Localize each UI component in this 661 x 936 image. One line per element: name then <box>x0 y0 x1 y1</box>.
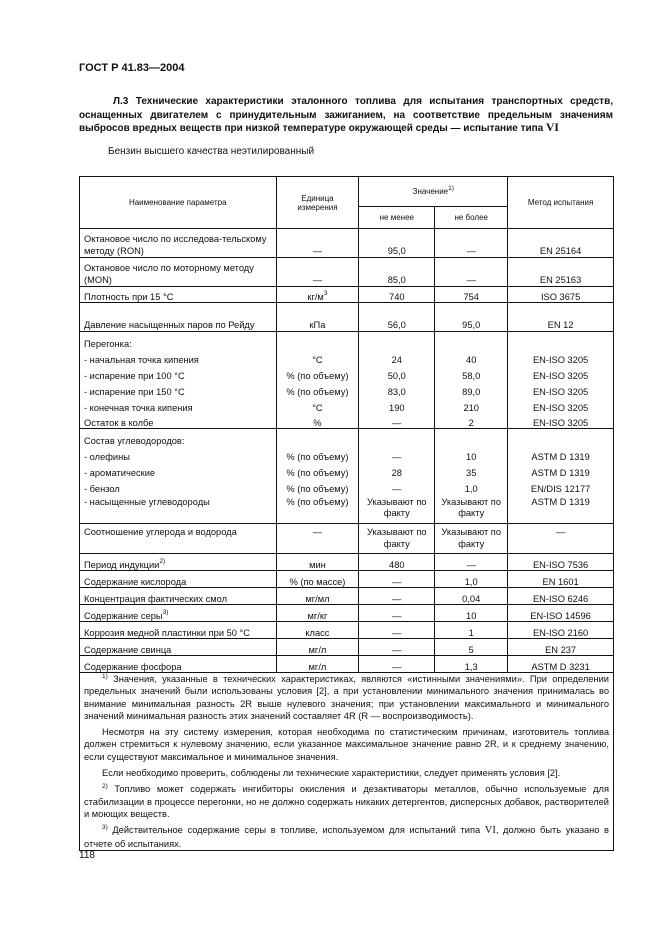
min-cell: — <box>359 413 435 429</box>
header-unit: Единица измерения <box>276 177 359 229</box>
min-cell: — <box>359 622 435 639</box>
max-cell: — <box>435 554 508 571</box>
unit-cell: — <box>276 524 359 554</box>
table-row <box>80 524 614 554</box>
table-row <box>80 332 614 349</box>
min-cell: 85,0 <box>359 258 435 287</box>
param-cell: - олефины <box>80 446 277 462</box>
param-cell: - испарение при 100 °С <box>80 365 277 381</box>
max-cell: Указывают по факту <box>435 524 508 554</box>
unit-cell: °С <box>276 349 359 365</box>
param-cell: Содержание свинца <box>80 639 277 656</box>
unit-cell: % (по объему) <box>276 478 359 494</box>
min-cell: — <box>359 588 435 605</box>
table-row <box>80 381 614 397</box>
max-cell: 1,0 <box>435 478 508 494</box>
min-cell: Указывают по факту <box>359 524 435 554</box>
min-cell: 740 <box>359 287 435 303</box>
param-cell: Остаток в колбе <box>80 413 277 429</box>
max-cell: Указывают по факту <box>435 494 508 524</box>
unit-cell: % (по объему) <box>276 381 359 397</box>
min-cell: — <box>359 446 435 462</box>
method-cell: EN-ISO 3205 <box>508 413 614 429</box>
param-cell: Плотность при 15 °С <box>80 287 277 303</box>
param-cell: Состав углеводородов: <box>80 429 277 446</box>
max-cell: 10 <box>435 446 508 462</box>
standard-number: ГОСТ Р 41.83—2004 <box>79 62 185 74</box>
param-cell: - начальная точка кипения <box>80 349 277 365</box>
method-cell: EN-ISO 3205 <box>508 365 614 381</box>
table-row <box>80 605 614 622</box>
max-cell: 35 <box>435 462 508 478</box>
param-cell: - конечная точка кипения <box>80 397 277 413</box>
method-cell: ASTM D 1319 <box>508 446 614 462</box>
table-row <box>80 639 614 656</box>
unit-cell: $кг/м^3$ <box>276 287 359 303</box>
table-row <box>80 622 614 639</box>
method-cell: EN-ISO 6246 <box>508 588 614 605</box>
unit-cell: °С <box>276 397 359 413</box>
min-cell: 190 <box>359 397 435 413</box>
table-row <box>80 656 614 673</box>
table-row <box>80 429 614 446</box>
method-cell: ISO 3675 <box>508 287 614 303</box>
unit-cell: класс <box>276 622 359 639</box>
max-cell: — <box>435 258 508 287</box>
param-cell: Коррозия медной пластинки при 50 °С <box>80 622 277 639</box>
param-cell: - бензол <box>80 478 277 494</box>
max-cell: 1 <box>435 622 508 639</box>
max-cell: 754 <box>435 287 508 303</box>
min-cell: 95,0 <box>359 229 435 258</box>
method-cell: EN 25163 <box>508 258 614 287</box>
method-cell: ASTM D 1319 <box>508 494 614 524</box>
min-cell: 50,0 <box>359 365 435 381</box>
param-cell: - испарение при 150 °С <box>80 381 277 397</box>
header-value: Значение$^{1)}$ <box>359 177 508 207</box>
max-cell: 89,0 <box>435 381 508 397</box>
min-cell: — <box>359 639 435 656</box>
max-cell: 95,0 <box>435 303 508 332</box>
notes-row <box>80 673 614 851</box>
param-cell: Содержание кислорода <box>80 571 277 588</box>
table-row <box>80 397 614 413</box>
header-param: Наименование параметра <box>80 177 277 229</box>
min-cell: 56,0 <box>359 303 435 332</box>
table-row <box>80 258 614 287</box>
fuel-subtitle: Бензин высшего качества неэтилированный <box>108 146 315 157</box>
max-cell: 5 <box>435 639 508 656</box>
param-cell: Концентрация фактических смол <box>80 588 277 605</box>
method-cell: EN-ISO 3205 <box>508 349 614 365</box>
table-row <box>80 349 614 365</box>
unit-cell: мг/кг <box>276 605 359 622</box>
unit-cell: мг/л <box>276 639 359 656</box>
table-row <box>80 494 614 524</box>
unit-cell: кПа <box>276 303 359 332</box>
max-cell: 210 <box>435 397 508 413</box>
param-cell: Перегонка: <box>80 332 277 349</box>
method-cell: EN-ISO 7536 <box>508 554 614 571</box>
method-cell: EN 237 <box>508 639 614 656</box>
page-number: 118 <box>79 850 95 861</box>
unit-cell: мг/мл <box>276 588 359 605</box>
unit-cell: — <box>276 229 359 258</box>
unit-cell: % (по объему) <box>276 365 359 381</box>
unit-cell: — <box>276 258 359 287</box>
method-cell: EN/DIS 12177 <box>508 478 614 494</box>
max-cell: 40 <box>435 349 508 365</box>
method-cell: EN 1601 <box>508 571 614 588</box>
note-3: $^{3)}$ Действительное содержание серы в топливе, используемом для испытаний типа VI, должно быть указано в отчете об испытаниях. <box>84 824 609 849</box>
unit-cell: мин <box>276 554 359 571</box>
min-cell: — <box>359 656 435 673</box>
note-paragraph-3: Если необходимо проверить, соблюдены ли технические характеристики, следует применять условия [2]. <box>102 768 561 779</box>
table-row <box>80 554 614 571</box>
min-cell: — <box>359 605 435 622</box>
table-row <box>80 571 614 588</box>
method-cell: EN-ISO 14596 <box>508 605 614 622</box>
method-cell: — <box>508 524 614 554</box>
param-cell: Октановое число по моторному методу (MON) <box>80 258 277 287</box>
table-row <box>80 446 614 462</box>
table-row <box>80 229 614 258</box>
max-cell: 0,04 <box>435 588 508 605</box>
min-cell: Указывают по факту <box>359 494 435 524</box>
note-2: $^{2)}$ Топливо может содержать ингибиторы окисления и дезактиваторы металлов, обычно используемые для стабилизации в процессе перегонки, но не должно содержать никаких детергентов, дисперсных добавок, растворителей и моющих веществ. <box>84 783 609 819</box>
param-cell: Содержание фосфора <box>80 656 277 673</box>
table-row <box>80 303 614 332</box>
table-row <box>80 462 614 478</box>
param-cell: Период индукции$^{2)}$ <box>80 554 277 571</box>
unit-cell: мг/л <box>276 656 359 673</box>
min-cell: 24 <box>359 349 435 365</box>
method-cell: EN 12 <box>508 303 614 332</box>
min-cell: 28 <box>359 462 435 478</box>
method-cell: EN-ISO 2160 <box>508 622 614 639</box>
method-cell: ASTM D 3231 <box>508 656 614 673</box>
param-cell: Содержание серы$^{3)}$ <box>80 605 277 622</box>
max-cell: 1,0 <box>435 571 508 588</box>
note-1: $^{1)}$ Значения, указанные в технических характеристиках, являются «истинными значениями». При определении предельных значений были использованы условия [2], а при установлении минимального значения принималась во внимание минимальная разность 2R выше нулевого значения; при установлении максимального и минимального значений минимальная разность этих значений составляет 4R (R — воспроизводимость). <box>84 673 609 721</box>
method-cell: ASTM D 1319 <box>508 462 614 478</box>
unit-cell: % (по объему) <box>276 446 359 462</box>
method-cell: EN-ISO 3205 <box>508 397 614 413</box>
min-cell: 480 <box>359 554 435 571</box>
param-cell: - насыщенные углеводороды <box>80 494 277 524</box>
param-cell: Октановое число по исследова-тельскому методу (RON) <box>80 229 277 258</box>
fuel-spec-table <box>79 176 614 851</box>
table-row <box>80 478 614 494</box>
table-row <box>80 365 614 381</box>
param-cell: - ароматические <box>80 462 277 478</box>
max-cell: 58,0 <box>435 365 508 381</box>
unit-cell: % <box>276 413 359 429</box>
param-cell: Соотношение углерода и водорода <box>80 524 277 554</box>
table-notes <box>80 673 614 851</box>
max-cell: 1,3 <box>435 656 508 673</box>
header-min: не менее <box>359 207 435 229</box>
section-heading: Л.3 Технические характеристики эталонного топлива для испытания транспортных средств, оснащенных двигателем с принудительным зажиганием, на соответствие предельным значениям выбросов вредных веществ при низкой температуре окружающей среды — испытание типа VI <box>79 96 613 134</box>
table-row <box>80 287 614 303</box>
max-cell: 2 <box>435 413 508 429</box>
max-cell: 10 <box>435 605 508 622</box>
param-cell: Давление насыщенных паров по Рейду <box>80 303 277 332</box>
min-cell: — <box>359 478 435 494</box>
table-row <box>80 413 614 429</box>
table-row <box>80 588 614 605</box>
header-max: не более <box>435 207 508 229</box>
unit-cell: % (по объему) <box>276 494 359 524</box>
note-paragraph-2: Несмотря на эту систему измерения, которая необходима по статистическим причинам, изготовитель топлива должен стремиться к нулевому значению, если указанное максимальное значение равно 2R, и к среднему значению, если существуют максимальное и минимальное значения. <box>84 727 609 762</box>
unit-cell: % (по массе) <box>276 571 359 588</box>
min-cell: — <box>359 571 435 588</box>
method-cell: EN-ISO 3205 <box>508 381 614 397</box>
method-cell: EN 25164 <box>508 229 614 258</box>
max-cell: — <box>435 229 508 258</box>
unit-cell: % (по объему) <box>276 462 359 478</box>
header-method: Метод испытания <box>508 177 614 229</box>
min-cell: 83,0 <box>359 381 435 397</box>
